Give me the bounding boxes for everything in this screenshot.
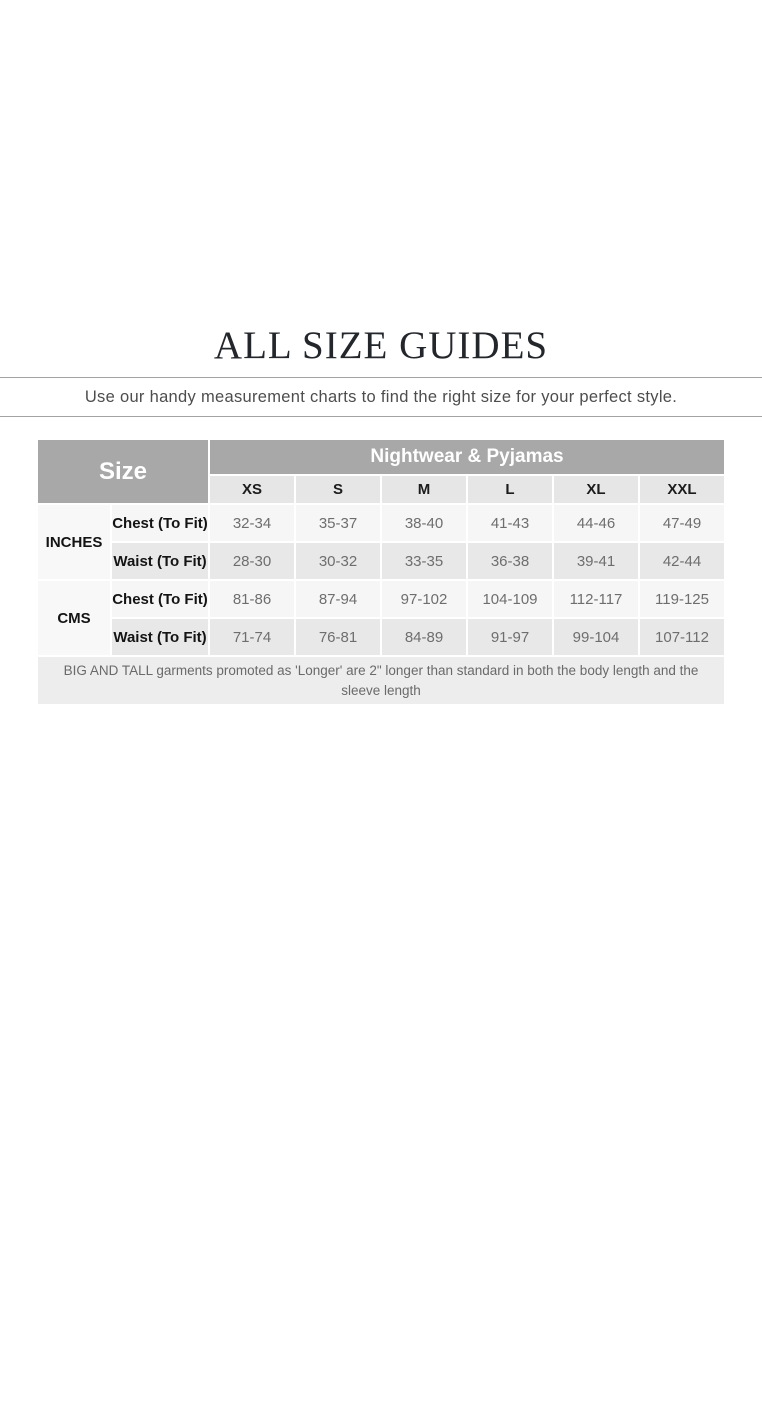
unit-header-cms: CMS <box>38 581 110 655</box>
page-title: ALL SIZE GUIDES <box>213 324 549 367</box>
size-guide-table <box>38 440 724 704</box>
table-cell: 33-35 <box>382 543 466 579</box>
size-label-l: L <box>468 476 552 503</box>
table-cell: 71-74 <box>210 619 294 655</box>
measure-label: Waist (To Fit) <box>112 543 208 579</box>
table-cell: 119-125 <box>640 581 724 617</box>
table-cell: 41-43 <box>468 505 552 541</box>
table-cell: 76-81 <box>296 619 380 655</box>
size-column-header: Size <box>38 440 208 503</box>
size-label-xs: XS <box>210 476 294 503</box>
table-cell: 104-109 <box>468 581 552 617</box>
table-cell: 91-97 <box>468 619 552 655</box>
table-cell: 36-38 <box>468 543 552 579</box>
big-and-tall-footnote: BIG AND TALL garments promoted as 'Longer' are 2" longer than standard in both the body length and the sleeve length <box>38 657 724 704</box>
table-cell: 35-37 <box>296 505 380 541</box>
page-subtitle: Use our handy measurement charts to find the right size for your perfect style. <box>84 387 678 406</box>
size-guide-page <box>0 326 762 1426</box>
unit-header-inches: INCHES <box>38 505 110 579</box>
size-label-s: S <box>296 476 380 503</box>
measure-label: Waist (To Fit) <box>112 619 208 655</box>
category-header: Nightwear & Pyjamas <box>210 440 724 474</box>
table-cell: 38-40 <box>382 505 466 541</box>
size-label-m: M <box>382 476 466 503</box>
table-cell: 42-44 <box>640 543 724 579</box>
table-cell: 32-34 <box>210 505 294 541</box>
table-cell: 87-94 <box>296 581 380 617</box>
measure-label: Chest (To Fit) <box>112 505 208 541</box>
measure-label: Chest (To Fit) <box>112 581 208 617</box>
table-cell: 97-102 <box>382 581 466 617</box>
table-cell: 84-89 <box>382 619 466 655</box>
size-label-xxl: XXL <box>640 476 724 503</box>
table-cell: 28-30 <box>210 543 294 579</box>
subtitle-band <box>0 377 762 417</box>
table-cell: 44-46 <box>554 505 638 541</box>
size-label-xl: XL <box>554 476 638 503</box>
table-cell: 39-41 <box>554 543 638 579</box>
table-cell: 47-49 <box>640 505 724 541</box>
table-cell: 112-117 <box>554 581 638 617</box>
table-cell: 107-112 <box>640 619 724 655</box>
table-cell: 81-86 <box>210 581 294 617</box>
table-cell: 99-104 <box>554 619 638 655</box>
table-cell: 30-32 <box>296 543 380 579</box>
